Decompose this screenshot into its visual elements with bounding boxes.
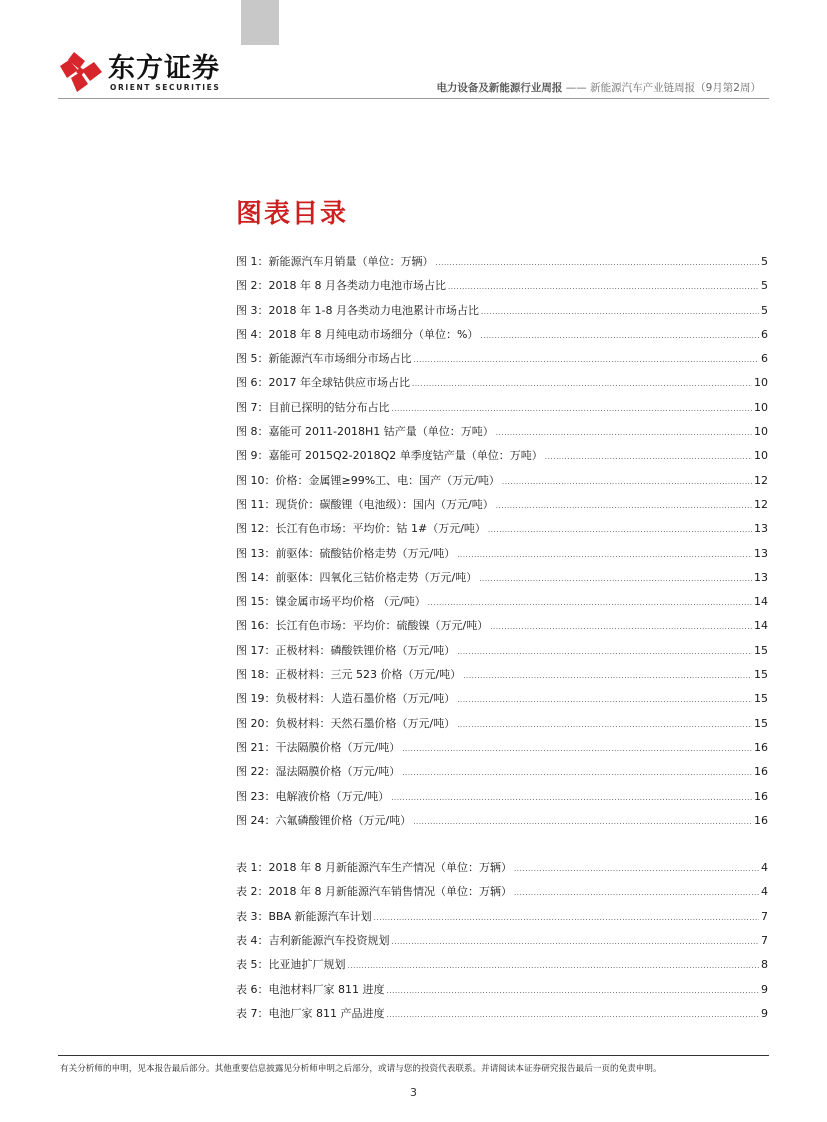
figure-entry[interactable] bbox=[236, 424, 768, 448]
figure-entry-page: 5 bbox=[761, 255, 768, 268]
figure-entry[interactable] bbox=[236, 400, 768, 424]
figure-entry[interactable] bbox=[236, 351, 768, 375]
figure-entry-label: 图 10：价格：金属锂≥99%工、电：国产（万元/吨） bbox=[236, 473, 500, 487]
figure-entry-label: 图 22：湿法隔膜价格（万元/吨） bbox=[236, 765, 401, 779]
table-entry[interactable] bbox=[236, 1006, 768, 1030]
dot-leader bbox=[392, 934, 760, 950]
dot-leader bbox=[391, 790, 752, 806]
table-entry-page: 9 bbox=[761, 1006, 768, 1020]
dot-leader bbox=[488, 522, 752, 538]
figure-entry-label: 图 11：现货价：碳酸锂（电池级）：国内（万元/吨） bbox=[236, 497, 494, 511]
figure-entry-page: 10 bbox=[754, 425, 768, 439]
figure-entry-page: 15 bbox=[754, 668, 768, 682]
toc-title: 图表目录 bbox=[236, 199, 349, 229]
dot-leader bbox=[480, 328, 759, 344]
dot-leader bbox=[348, 958, 760, 974]
table-entry-page: 7 bbox=[761, 934, 768, 948]
figure-entry-page: 5 bbox=[761, 303, 768, 317]
figure-entry-label: 图 23：电解液价格（万元/吨） bbox=[236, 789, 390, 803]
orient-logo-icon bbox=[58, 50, 104, 94]
dot-leader bbox=[496, 425, 752, 441]
dot-leader bbox=[374, 910, 759, 926]
figure-entry-page: 14 bbox=[754, 619, 768, 633]
table-entry-page: 7 bbox=[761, 909, 768, 923]
figure-entry-label: 图 8：嘉能可 2011-2018H1 钴产量（单位：万吨） bbox=[236, 425, 494, 439]
figure-entry[interactable] bbox=[236, 667, 768, 691]
table-entry-page: 4 bbox=[761, 885, 768, 899]
dot-leader bbox=[386, 1007, 759, 1023]
table-entry-label: 表 2：2018 年 8 月新能源汽车销售情况（单位：万辆） bbox=[236, 885, 512, 899]
figure-entry[interactable] bbox=[236, 813, 768, 837]
figure-entry-page: 10 bbox=[754, 400, 768, 414]
figure-entry-label: 图 15：镍金属市场平均价格 （元/吨） bbox=[236, 595, 426, 609]
figure-entry[interactable] bbox=[236, 594, 768, 618]
table-entry-page: 9 bbox=[761, 982, 768, 996]
dot-leader bbox=[502, 474, 752, 490]
figure-entry-label: 图 4：2018 年 8 月纯电动市场细分（单位：%） bbox=[236, 327, 479, 341]
figure-entry[interactable] bbox=[236, 303, 768, 327]
figure-entry[interactable] bbox=[236, 254, 768, 278]
figure-entry-label: 图 19：负极材料：人造石墨价格（万元/吨） bbox=[236, 692, 456, 706]
figure-entry-label: 图 17：正极材料：磷酸铁锂价格（万元/吨） bbox=[236, 643, 456, 657]
figure-entry-page: 12 bbox=[754, 497, 768, 511]
dot-leader bbox=[436, 255, 760, 271]
report-header bbox=[436, 80, 761, 95]
figure-entry-label: 图 5：新能源汽车市场细分市场占比 bbox=[236, 352, 412, 366]
figure-entry-page: 5 bbox=[761, 279, 768, 293]
figure-entry-label: 图 7：目前已探明的钴分布占比 bbox=[236, 400, 390, 414]
figure-entry-label: 图 16：长江有色市场：平均价：硫酸镍（万元/吨） bbox=[236, 619, 489, 633]
figure-entry-page: 14 bbox=[754, 595, 768, 609]
figure-entry[interactable] bbox=[236, 570, 768, 594]
brand-name-cn: 东方证券 bbox=[108, 53, 220, 84]
report-series: 电力设备及新能源行业周报 bbox=[436, 82, 563, 94]
table-entry-label: 表 6：电池材料厂家 811 进度 bbox=[236, 982, 385, 996]
dot-leader bbox=[428, 595, 752, 611]
figure-entry-label: 图 2：2018 年 8 月各类动力电池市场占比 bbox=[236, 279, 446, 293]
figure-entry[interactable] bbox=[236, 448, 768, 472]
figure-entry[interactable] bbox=[236, 740, 768, 764]
dot-leader bbox=[413, 814, 752, 830]
figure-entry[interactable] bbox=[236, 643, 768, 667]
brand-name-en: ORIENT SECURITIES bbox=[110, 83, 221, 92]
table-entry[interactable] bbox=[236, 982, 768, 1006]
figure-entry[interactable] bbox=[236, 521, 768, 545]
figure-entry[interactable] bbox=[236, 618, 768, 642]
figure-entry-page: 16 bbox=[754, 789, 768, 803]
table-entry-label: 表 4：吉利新能源汽车投资规划 bbox=[236, 934, 390, 948]
figure-entry-label: 图 13：前驱体：硫酸钴价格走势（万元/吨） bbox=[236, 546, 456, 560]
figure-entry[interactable] bbox=[236, 546, 768, 570]
figure-entry-page: 16 bbox=[754, 765, 768, 779]
figure-entry-label: 图 21：干法隔膜价格（万元/吨） bbox=[236, 740, 401, 754]
figure-entry[interactable] bbox=[236, 375, 768, 399]
dot-leader bbox=[457, 644, 752, 660]
table-entry-label: 表 1：2018 年 8 月新能源汽车生产情况（单位：万辆） bbox=[236, 861, 512, 875]
figure-list bbox=[236, 254, 768, 837]
dot-leader bbox=[457, 692, 752, 708]
table-entry[interactable] bbox=[236, 957, 768, 981]
dot-leader bbox=[490, 619, 752, 635]
brand-logo bbox=[58, 50, 228, 94]
figure-entry-label: 图 9：嘉能可 2015Q2-2018Q2 单季度钴产量（单位：万吨） bbox=[236, 449, 543, 463]
figure-entry[interactable] bbox=[236, 691, 768, 715]
header-rule bbox=[58, 98, 769, 99]
figure-entry[interactable] bbox=[236, 497, 768, 521]
figure-entry-page: 13 bbox=[754, 546, 768, 560]
figure-entry-label: 图 18：正极材料：三元 523 价格（万元/吨） bbox=[236, 668, 462, 682]
figure-entry-label: 图 3：2018 年 1-8 月各类动力电池累计市场占比 bbox=[236, 303, 479, 317]
footer-rule bbox=[58, 1055, 769, 1056]
figure-entry-label: 图 14：前驱体：四氧化三钴价格走势（万元/吨） bbox=[236, 570, 478, 584]
dot-leader bbox=[457, 547, 752, 563]
table-entry[interactable] bbox=[236, 860, 768, 884]
dot-leader bbox=[448, 279, 759, 295]
list-gap bbox=[236, 837, 768, 860]
header-separator: —— bbox=[565, 82, 587, 94]
dot-leader bbox=[514, 861, 759, 877]
dot-leader bbox=[412, 376, 752, 392]
figure-entry-page: 10 bbox=[754, 449, 768, 463]
figure-entry-page: 13 bbox=[754, 522, 768, 536]
figure-entry-page: 16 bbox=[754, 740, 768, 754]
dot-leader bbox=[514, 885, 759, 901]
dot-leader bbox=[392, 401, 753, 417]
dot-leader bbox=[457, 717, 752, 733]
figure-entry-page: 10 bbox=[754, 376, 768, 390]
figure-entry-page: 15 bbox=[754, 643, 768, 657]
figure-entry-label: 图 20：负极材料：天然石墨价格（万元/吨） bbox=[236, 716, 456, 730]
table-entry[interactable] bbox=[236, 933, 768, 957]
dot-leader bbox=[386, 983, 759, 999]
page-number: 3 bbox=[410, 1086, 417, 1099]
figure-entry[interactable] bbox=[236, 789, 768, 813]
table-entry[interactable] bbox=[236, 884, 768, 908]
table-entry-label: 表 7：电池厂家 811 产品进度 bbox=[236, 1006, 385, 1020]
figure-entry-page: 16 bbox=[754, 813, 768, 827]
dot-leader bbox=[414, 352, 760, 368]
table-entry[interactable] bbox=[236, 909, 768, 933]
report-title: 新能源汽车产业链周报（9月第2周） bbox=[590, 82, 761, 94]
figure-entry[interactable] bbox=[236, 327, 768, 351]
table-list bbox=[236, 860, 768, 1030]
dot-leader bbox=[402, 741, 752, 757]
dot-leader bbox=[545, 449, 752, 465]
dot-leader bbox=[496, 498, 752, 514]
table-of-figures bbox=[236, 254, 768, 1030]
figure-entry-page: 12 bbox=[754, 473, 768, 487]
figure-entry[interactable] bbox=[236, 764, 768, 788]
figure-entry-label: 图 1：新能源汽车月销量（单位：万辆） bbox=[236, 255, 434, 268]
figure-entry-label: 图 6：2017 年全球钴供应市场占比 bbox=[236, 376, 410, 390]
dot-leader bbox=[481, 304, 759, 320]
table-entry-label: 表 5：比亚迪扩厂规划 bbox=[236, 958, 346, 972]
figure-entry-page: 6 bbox=[761, 352, 768, 366]
figure-entry-label: 图 24：六氟磷酸锂价格（万元/吨） bbox=[236, 813, 412, 827]
footer-disclaimer: 有关分析师的申明，见本报告最后部分。其他重要信息披露见分析师申明之后部分，或请与您的投资代表联系。并请阅读本证券研究报告最后一页的免责申明。 bbox=[60, 1064, 662, 1074]
figure-entry[interactable] bbox=[236, 278, 768, 302]
dot-leader bbox=[463, 668, 752, 684]
figure-entry-page: 15 bbox=[754, 716, 768, 730]
figure-entry-label: 图 12：长江有色市场：平均价：钴 1#（万元/吨） bbox=[236, 522, 486, 536]
table-entry-page: 4 bbox=[761, 861, 768, 875]
figure-entry[interactable] bbox=[236, 716, 768, 740]
figure-entry[interactable] bbox=[236, 473, 768, 497]
header-accent-band bbox=[241, 0, 279, 45]
figure-entry-page: 6 bbox=[761, 327, 768, 341]
table-entry-label: 表 3：BBA 新能源汽车计划 bbox=[236, 909, 372, 923]
dot-leader bbox=[479, 571, 752, 587]
figure-entry-page: 13 bbox=[754, 570, 768, 584]
figure-entry-page: 15 bbox=[754, 692, 768, 706]
dot-leader bbox=[402, 765, 752, 781]
table-entry-page: 8 bbox=[761, 958, 768, 972]
